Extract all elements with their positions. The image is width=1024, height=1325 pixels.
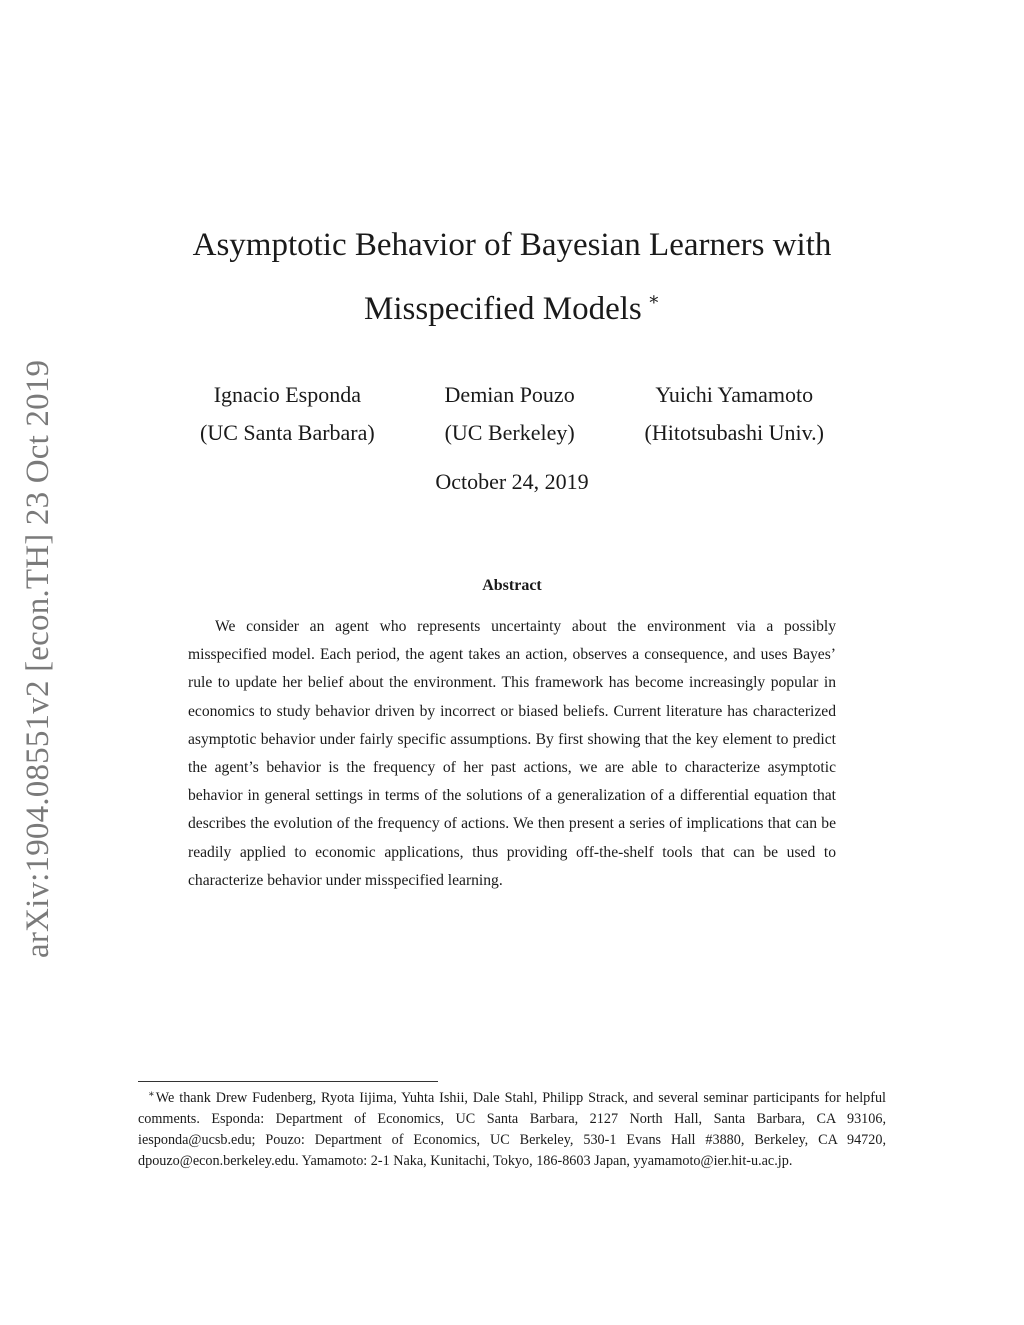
author-name: Ignacio Esponda [213, 382, 361, 407]
abstract-heading: Abstract [482, 577, 542, 594]
title-line-1: Asymptotic Behavior of Bayesian Learners with [192, 227, 832, 263]
author-name: Yuichi Yamamoto [655, 382, 814, 407]
title-line-2 [130, 272, 894, 336]
author-block [645, 376, 824, 452]
abstract-text: We consider an agent who represents uncertainty about the environment via a possibly misspecified model. Each period, the agent takes an action, observes a consequence, and uses Bayes’ rule to update her belief about the environment. This framework has become increasingly popular in economics to study behavior driven by incorrect or biased beliefs. Current literature has characterized asymptotic behavior under fairly specific assumptions. By first showing that the key element to predict the agent’s behavior is the frequency of her past actions, we are able to characterize asymptotic behavior in general settings in terms of the solutions of a generalization of a differential equation that describes the evolution of the frequency of actions. We then present a series of implications that can be readily applied to economic applications, thus providing off-the-shelf tools that can be used to characterize behavior under misspecified learning. [188, 618, 836, 889]
footnote-marker: ∗ [148, 1089, 155, 1100]
footnote-text: We thank Drew Fudenberg, Ryota Iijima, Yuhta Ishii, Dale Stahl, Philipp Strack, and several seminar participants for helpful comments. Esponda: Department of Economics, UC Santa Barbara, 2127 North Hall, Santa Barbara, CA 93106, iesponda@ucsb.edu; Pouzo: Department of Economics, UC Berkeley, 530-1 Evans Hall #3880, Berkeley, CA 94720, dpouzo@econ.berkeley.edu. Yamamoto: 2-1 Naka, Kunitachi, Tokyo, 186-8603 Japan, yyamamoto@ier.hit-u.ac.jp. [138, 1090, 886, 1169]
arxiv-identifier-stamp: arXiv:1904.08551v2 [econ.TH] 23 Oct 2019 [20, 359, 56, 958]
author-block [200, 376, 375, 452]
footnote-divider [138, 1081, 438, 1082]
author-block [445, 376, 575, 452]
paper-title [130, 218, 894, 336]
author-list [200, 376, 824, 452]
author-name: Demian Pouzo [444, 382, 575, 407]
title-line-2-text: Misspecified Models [364, 291, 642, 327]
footnote [138, 1084, 886, 1172]
author-affiliation: (UC Santa Barbara) [200, 420, 375, 445]
publication-date: October 24, 2019 [435, 469, 589, 494]
author-affiliation: (Hitotsubashi Univ.) [644, 420, 824, 445]
author-affiliation: (UC Berkeley) [444, 420, 575, 445]
title-footnote-marker[interactable]: ∗ [647, 289, 660, 309]
